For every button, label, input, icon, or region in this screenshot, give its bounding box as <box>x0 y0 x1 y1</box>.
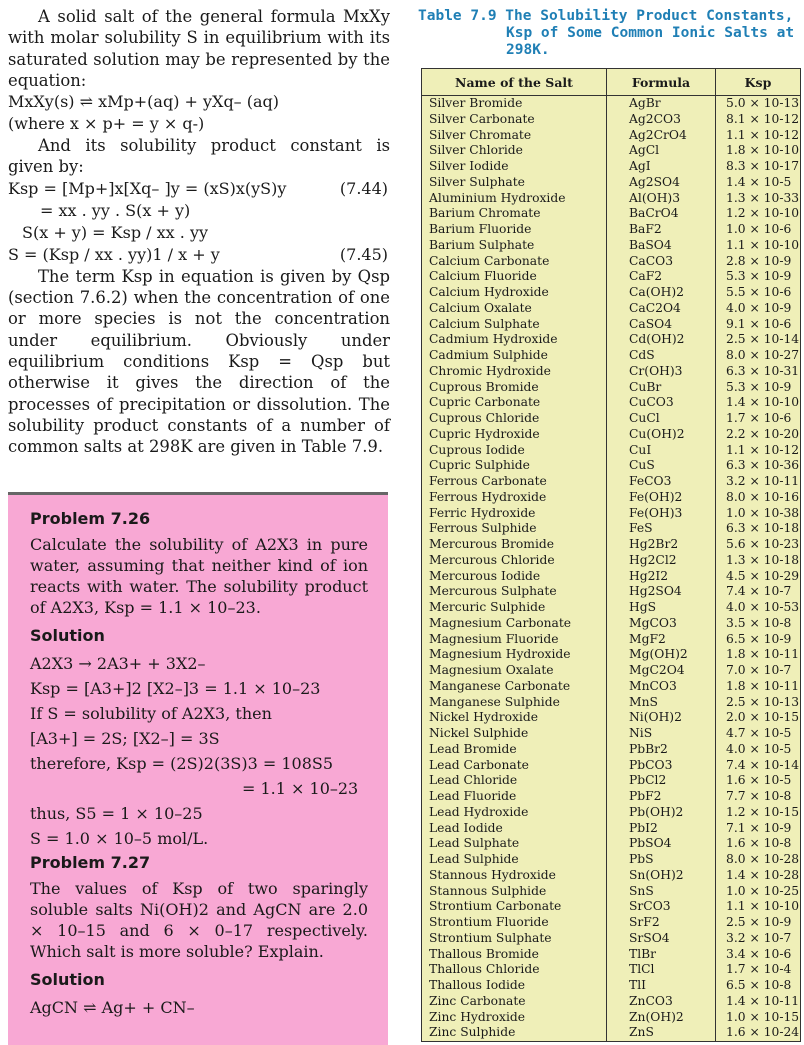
formula-cell: Ag2CrO4 <box>607 128 716 144</box>
formula-cell: MnCO3 <box>607 679 716 695</box>
salt-name-cell: Cuprous Bromide <box>422 380 607 396</box>
salt-name-cell: Cuprous Chloride <box>422 411 607 427</box>
equation-7-44-expanded: = xx . yy . S(x + y) <box>40 200 191 220</box>
problem-7-26-title: Problem 7.26 <box>30 509 151 528</box>
table-row <box>422 348 801 364</box>
formula-cell: TlCl <box>607 962 716 978</box>
ksp-cell: 3.2 × 10-11 <box>716 474 801 490</box>
table-row <box>422 490 801 506</box>
ksp-cell: 6.3 × 10-18 <box>716 521 801 537</box>
ksp-cell: 2.5 × 10-13 <box>716 695 801 711</box>
salt-name-cell: Ferric Hydroxide <box>422 506 607 522</box>
formula-cell: SrCO3 <box>607 899 716 915</box>
table-row <box>422 380 801 396</box>
ksp-cell: 1.2 × 10-15 <box>716 805 801 821</box>
ksp-cell: 1.1 × 10-10 <box>716 899 801 915</box>
table-header-row <box>422 69 801 96</box>
table-row <box>422 805 801 821</box>
table-row <box>422 663 801 679</box>
equation-7-45-text: S = (Ksp / xx . yy)1 / x + y <box>8 244 220 264</box>
salt-name-cell: Mercurous Bromide <box>422 537 607 553</box>
salt-name-cell: Lead Iodide <box>422 821 607 837</box>
salt-name-cell: Zinc Sulphide <box>422 1025 607 1041</box>
formula-cell: AgI <box>607 159 716 175</box>
ksp-cell: 1.2 × 10-10 <box>716 206 801 222</box>
formula-cell: Sn(OH)2 <box>607 868 716 884</box>
table-row <box>422 506 801 522</box>
formula-cell: Ni(OH)2 <box>607 710 716 726</box>
salt-name-cell: Lead Hydroxide <box>422 805 607 821</box>
table-row <box>422 269 801 285</box>
formula-cell: CuCl <box>607 411 716 427</box>
table-body <box>422 96 801 1042</box>
ksp-cell: 3.2 × 10-7 <box>716 931 801 947</box>
table-row <box>422 285 801 301</box>
salt-name-cell: Lead Sulphate <box>422 836 607 852</box>
formula-cell: HgS <box>607 600 716 616</box>
table-row <box>422 317 801 333</box>
salt-name-cell: Magnesium Carbonate <box>422 616 607 632</box>
salt-name-cell: Strontium Fluoride <box>422 915 607 931</box>
salt-name-cell: Barium Fluoride <box>422 222 607 238</box>
formula-cell: Zn(OH)2 <box>607 1010 716 1026</box>
table-row <box>422 1025 801 1041</box>
table-row <box>422 600 801 616</box>
formula-cell: MgF2 <box>607 632 716 648</box>
equation-number-7-44: (7.44) <box>339 178 388 198</box>
salt-name-cell: Manganese Sulphide <box>422 695 607 711</box>
ksp-cell: 1.6 × 10-8 <box>716 836 801 852</box>
table-row <box>422 553 801 569</box>
ksp-cell: 8.1 × 10-12 <box>716 112 801 128</box>
table-row <box>422 632 801 648</box>
ksp-cell: 1.7 × 10-6 <box>716 411 801 427</box>
formula-cell: SrSO4 <box>607 931 716 947</box>
ksp-cell: 1.3 × 10-33 <box>716 191 801 207</box>
header-formula: Formula <box>607 69 716 96</box>
ksp-cell: 4.0 × 10-53 <box>716 600 801 616</box>
header-ksp: Ksp <box>716 69 801 96</box>
formula-cell: ZnS <box>607 1025 716 1041</box>
salt-name-cell: Zinc Carbonate <box>422 994 607 1010</box>
table-row <box>422 112 801 128</box>
solution-line-8: S = 1.0 × 10–5 mol/L. <box>30 829 209 848</box>
table-row <box>422 994 801 1010</box>
ksp-intro-paragraph: And its solubility product constant is given by: <box>8 136 390 177</box>
salt-name-cell: Silver Carbonate <box>422 112 607 128</box>
salt-name-cell: Ferrous Sulphide <box>422 521 607 537</box>
ksp-cell: 3.4 × 10-6 <box>716 947 801 963</box>
table-caption <box>418 8 802 59</box>
table-row <box>422 143 801 159</box>
formula-cell: CuS <box>607 458 716 474</box>
formula-cell: CuCO3 <box>607 395 716 411</box>
formula-cell: Ca(OH)2 <box>607 285 716 301</box>
equation-7-45 <box>8 244 390 266</box>
ksp-cell: 5.5 × 10-6 <box>716 285 801 301</box>
salt-name-cell: Cuprous Iodide <box>422 443 607 459</box>
formula-cell: Hg2Br2 <box>607 537 716 553</box>
ksp-cell: 1.4 × 10-10 <box>716 395 801 411</box>
ksp-cell: 4.0 × 10-9 <box>716 301 801 317</box>
ksp-cell: 7.7 × 10-8 <box>716 789 801 805</box>
table-row <box>422 175 801 191</box>
formula-cell: Pb(OH)2 <box>607 805 716 821</box>
table-row <box>422 569 801 585</box>
ksp-cell: 7.4 × 10-14 <box>716 758 801 774</box>
formula-cell: CdS <box>607 348 716 364</box>
header-name: Name of the Salt <box>422 69 607 96</box>
salt-name-cell: Silver Chloride <box>422 143 607 159</box>
salt-name-cell: Stannous Hydroxide <box>422 868 607 884</box>
ksp-cell: 2.5 × 10-14 <box>716 332 801 348</box>
table-row <box>422 332 801 348</box>
formula-cell: CaSO4 <box>607 317 716 333</box>
ksp-cell: 4.5 × 10-29 <box>716 569 801 585</box>
formula-cell: FeS <box>607 521 716 537</box>
salt-name-cell: Barium Chromate <box>422 206 607 222</box>
formula-cell: PbCO3 <box>607 758 716 774</box>
ksp-cell: 6.5 × 10-8 <box>716 978 801 994</box>
table-row <box>422 395 801 411</box>
ksp-cell: 8.0 × 10-16 <box>716 490 801 506</box>
ksp-cell: 1.1 × 10-12 <box>716 443 801 459</box>
table-row <box>422 616 801 632</box>
formula-cell: BaSO4 <box>607 238 716 254</box>
salt-name-cell: Silver Chromate <box>422 128 607 144</box>
salt-name-cell: Lead Chloride <box>422 773 607 789</box>
table-row <box>422 947 801 963</box>
formula-cell: NiS <box>607 726 716 742</box>
ksp-cell: 1.7 × 10-4 <box>716 962 801 978</box>
ksp-cell: 1.4 × 10-11 <box>716 994 801 1010</box>
table-row <box>422 443 801 459</box>
table-row <box>422 773 801 789</box>
table-row <box>422 868 801 884</box>
formula-cell: PbI2 <box>607 821 716 837</box>
salt-name-cell: Strontium Carbonate <box>422 899 607 915</box>
caption-line-1: Table 7.9 The Solubility Product Constants, <box>418 8 794 24</box>
ksp-cell: 2.5 × 10-9 <box>716 915 801 931</box>
table-row <box>422 411 801 427</box>
salt-name-cell: Stannous Sulphide <box>422 884 607 900</box>
formula-cell: AgCl <box>607 143 716 159</box>
solution-line-5: therefore, Ksp = (2S)2(3S)3 = 108S5 <box>30 754 334 773</box>
salt-name-cell: Cupric Sulphide <box>422 458 607 474</box>
ksp-cell: 5.3 × 10-9 <box>716 380 801 396</box>
table-row <box>422 364 801 380</box>
salt-name-cell: Ferrous Carbonate <box>422 474 607 490</box>
formula-cell: CaCO3 <box>607 254 716 270</box>
formula-cell: MgCO3 <box>607 616 716 632</box>
formula-cell: PbSO4 <box>607 836 716 852</box>
formula-cell: CuBr <box>607 380 716 396</box>
ksp-cell: 1.6 × 10-24 <box>716 1025 801 1041</box>
ksp-cell: 1.1 × 10-12 <box>716 128 801 144</box>
formula-cell: Mg(OH)2 <box>607 647 716 663</box>
ksp-cell: 1.0 × 10-25 <box>716 884 801 900</box>
salt-name-cell: Calcium Fluoride <box>422 269 607 285</box>
ksp-cell: 5.3 × 10-9 <box>716 269 801 285</box>
salt-name-cell: Nickel Sulphide <box>422 726 607 742</box>
ksp-cell: 1.8 × 10-10 <box>716 143 801 159</box>
salt-name-cell: Calcium Hydroxide <box>422 285 607 301</box>
formula-cell: MnS <box>607 695 716 711</box>
ksp-cell: 9.1 × 10-6 <box>716 317 801 333</box>
problem-7-27-title: Problem 7.27 <box>30 853 151 872</box>
salt-name-cell: Mercuric Sulphide <box>422 600 607 616</box>
ksp-cell: 1.3 × 10-18 <box>716 553 801 569</box>
ksp-cell: 6.3 × 10-36 <box>716 458 801 474</box>
salt-name-cell: Thallous Iodide <box>422 978 607 994</box>
caption-line-3: 298K. <box>506 42 550 58</box>
table-row <box>422 710 801 726</box>
solution-line-6: = 1.1 × 10–23 <box>242 779 359 798</box>
problem-box <box>8 492 388 1045</box>
dissolution-equation: MxXy(s) ⇌ xMp+(aq) + yXq– (aq) <box>8 92 280 112</box>
table-row <box>422 222 801 238</box>
table-row <box>422 584 801 600</box>
solution-line-1: A2X3 → 2A3+ + 3X2– <box>30 654 206 673</box>
formula-cell: Fe(OH)2 <box>607 490 716 506</box>
formula-cell: Al(OH)3 <box>607 191 716 207</box>
salt-name-cell: Calcium Carbonate <box>422 254 607 270</box>
formula-cell: CaF2 <box>607 269 716 285</box>
salt-name-cell: Lead Bromide <box>422 742 607 758</box>
salt-name-cell: Barium Sulphate <box>422 238 607 254</box>
table-row <box>422 915 801 931</box>
solution-2-line-1: AgCN ⇌ Ag+ + CN– <box>30 998 195 1017</box>
equation-number-7-45: (7.45) <box>339 244 388 264</box>
salt-name-cell: Aluminium Hydroxide <box>422 191 607 207</box>
table-row <box>422 537 801 553</box>
table-row <box>422 899 801 915</box>
salt-name-cell: Mercurous Iodide <box>422 569 607 585</box>
salt-name-cell: Silver Bromide <box>422 96 607 112</box>
formula-cell: PbBr2 <box>607 742 716 758</box>
ksp-cell: 4.0 × 10-5 <box>716 742 801 758</box>
ksp-cell: 8.0 × 10-28 <box>716 852 801 868</box>
solution-line-4: [A3+] = 2S; [X2–] = 3S <box>30 729 220 748</box>
ksp-cell: 1.6 × 10-5 <box>716 773 801 789</box>
solubility-table <box>421 68 801 1042</box>
salt-name-cell: Magnesium Hydroxide <box>422 647 607 663</box>
formula-cell: PbCl2 <box>607 773 716 789</box>
ksp-cell: 5.0 × 10-13 <box>716 96 801 112</box>
salt-name-cell: Ferrous Hydroxide <box>422 490 607 506</box>
table-row <box>422 758 801 774</box>
formula-cell: Hg2I2 <box>607 569 716 585</box>
ksp-cell: 8.3 × 10-17 <box>716 159 801 175</box>
equation-7-44-text: Ksp = [Mp+]x[Xq– ]y = (xS)x(yS)y <box>8 178 287 198</box>
table-row <box>422 836 801 852</box>
formula-cell: Ag2CO3 <box>607 112 716 128</box>
solution-line-2: Ksp = [A3+]2 [X2–]3 = 1.1 × 10–23 <box>30 679 321 698</box>
solution-label: Solution <box>30 626 105 645</box>
table-row <box>422 742 801 758</box>
salt-name-cell: Thallous Chloride <box>422 962 607 978</box>
salt-name-cell: Lead Fluoride <box>422 789 607 805</box>
ksp-cell: 3.5 × 10-8 <box>716 616 801 632</box>
table-row <box>422 789 801 805</box>
salt-name-cell: Thallous Bromide <box>422 947 607 963</box>
table-row <box>422 96 801 112</box>
formula-cell: Fe(OH)3 <box>607 506 716 522</box>
formula-cell: TlBr <box>607 947 716 963</box>
table-row <box>422 521 801 537</box>
solution-line-7: thus, S5 = 1 × 10–25 <box>30 804 203 823</box>
table-row <box>422 301 801 317</box>
ksp-cell: 2.2 × 10-20 <box>716 427 801 443</box>
salt-name-cell: Cadmium Sulphide <box>422 348 607 364</box>
table-row <box>422 128 801 144</box>
formula-cell: Hg2Cl2 <box>607 553 716 569</box>
charge-balance-note: (where x × p+ = y × q-) <box>8 114 205 134</box>
formula-cell: MgC2O4 <box>607 663 716 679</box>
table-row <box>422 427 801 443</box>
ksp-cell: 1.0 × 10-38 <box>716 506 801 522</box>
table-row <box>422 206 801 222</box>
formula-cell: SnS <box>607 884 716 900</box>
ksp-cell: 1.0 × 10-6 <box>716 222 801 238</box>
salt-name-cell: Calcium Sulphate <box>422 317 607 333</box>
table-row <box>422 159 801 175</box>
ksp-cell: 1.4 × 10-5 <box>716 175 801 191</box>
formula-cell: ZnCO3 <box>607 994 716 1010</box>
formula-cell: Ag2SO4 <box>607 175 716 191</box>
formula-cell: TlI <box>607 978 716 994</box>
formula-cell: Cr(OH)3 <box>607 364 716 380</box>
salt-name-cell: Manganese Carbonate <box>422 679 607 695</box>
salt-name-cell: Cupric Hydroxide <box>422 427 607 443</box>
formula-cell: CaC2O4 <box>607 301 716 317</box>
table-row <box>422 695 801 711</box>
solution-line-3: If S = solubility of A2X3, then <box>30 704 272 723</box>
ksp-cell: 1.0 × 10-15 <box>716 1010 801 1026</box>
ksp-cell: 4.7 × 10-5 <box>716 726 801 742</box>
table-row <box>422 852 801 868</box>
ksp-cell: 8.0 × 10-27 <box>716 348 801 364</box>
table-row <box>422 962 801 978</box>
equation-s-power: S(x + y) = Ksp / xx . yy <box>22 222 209 242</box>
table-row <box>422 821 801 837</box>
ksp-cell: 7.1 × 10-9 <box>716 821 801 837</box>
ksp-cell: 1.8 × 10-11 <box>716 679 801 695</box>
formula-cell: Cd(OH)2 <box>607 332 716 348</box>
salt-name-cell: Silver Iodide <box>422 159 607 175</box>
qsp-paragraph: The term Ksp in equation is given by Qsp (section 7.6.2) when the concentration of one or more species is not the concentration under equilibrium. Obviously under equilibrium conditions Ksp = Qsp but otherwise it gives the direction of the processes of precipitation or dissolution. The solubility product constants of a number of common salts at 298K are given in Table 7.9. <box>8 266 390 457</box>
equation-7-44 <box>8 178 390 200</box>
table-row <box>422 474 801 490</box>
problem-7-27-text: The values of Ksp of two sparingly soluble salts Ni(OH)2 and AgCN are 2.0 × 10–15 and 6 × 0–17 respectively. Which salt is more soluble? Explain. <box>30 879 368 961</box>
ksp-cell: 7.0 × 10-7 <box>716 663 801 679</box>
salt-name-cell: Calcium Oxalate <box>422 301 607 317</box>
ksp-cell: 5.6 × 10-23 <box>716 537 801 553</box>
salt-name-cell: Chromic Hydroxide <box>422 364 607 380</box>
ksp-cell: 1.4 × 10-28 <box>716 868 801 884</box>
salt-name-cell: Mercurous Sulphate <box>422 584 607 600</box>
left-column <box>8 6 390 457</box>
ksp-cell: 6.5 × 10-9 <box>716 632 801 648</box>
table-row <box>422 726 801 742</box>
problem-7-26-text: Calculate the solubility of A2X3 in pure water, assuming that neither kind of ion reacts with water. The solubility product of A2X3, Ksp = 1.1 × 10–23. <box>30 535 368 617</box>
ksp-cell: 2.0 × 10-15 <box>716 710 801 726</box>
formula-cell: FeCO3 <box>607 474 716 490</box>
salt-name-cell: Magnesium Fluoride <box>422 632 607 648</box>
intro-paragraph: A solid salt of the general formula MxXy with molar solubility S in equilibrium with its saturated solution may be represented by the equation: <box>8 7 390 90</box>
formula-cell: BaCrO4 <box>607 206 716 222</box>
table-row <box>422 647 801 663</box>
salt-name-cell: Nickel Hydroxide <box>422 710 607 726</box>
salt-name-cell: Strontium Sulphate <box>422 931 607 947</box>
formula-cell: Cu(OH)2 <box>607 427 716 443</box>
salt-name-cell: Lead Carbonate <box>422 758 607 774</box>
solution-2-label: Solution <box>30 970 105 989</box>
ksp-cell: 7.4 × 10-7 <box>716 584 801 600</box>
formula-cell: PbF2 <box>607 789 716 805</box>
table-row <box>422 679 801 695</box>
salt-name-cell: Lead Sulphide <box>422 852 607 868</box>
ksp-cell: 2.8 × 10-9 <box>716 254 801 270</box>
table-row <box>422 1010 801 1026</box>
formula-cell: SrF2 <box>607 915 716 931</box>
formula-cell: Hg2SO4 <box>607 584 716 600</box>
table-row <box>422 238 801 254</box>
ksp-cell: 1.1 × 10-10 <box>716 238 801 254</box>
salt-name-cell: Zinc Hydroxide <box>422 1010 607 1026</box>
table-row <box>422 931 801 947</box>
table-row <box>422 884 801 900</box>
salt-name-cell: Mercurous Chloride <box>422 553 607 569</box>
salt-name-cell: Cupric Carbonate <box>422 395 607 411</box>
table-row <box>422 254 801 270</box>
table-row <box>422 191 801 207</box>
salt-name-cell: Silver Sulphate <box>422 175 607 191</box>
table-row <box>422 458 801 474</box>
formula-cell: BaF2 <box>607 222 716 238</box>
formula-cell: AgBr <box>607 96 716 112</box>
ksp-cell: 1.8 × 10-11 <box>716 647 801 663</box>
formula-cell: CuI <box>607 443 716 459</box>
ksp-cell: 6.3 × 10-31 <box>716 364 801 380</box>
caption-line-2: Ksp of Some Common Ionic Salts at <box>506 25 795 41</box>
table-row <box>422 978 801 994</box>
salt-name-cell: Cadmium Hydroxide <box>422 332 607 348</box>
salt-name-cell: Magnesium Oxalate <box>422 663 607 679</box>
formula-cell: PbS <box>607 852 716 868</box>
